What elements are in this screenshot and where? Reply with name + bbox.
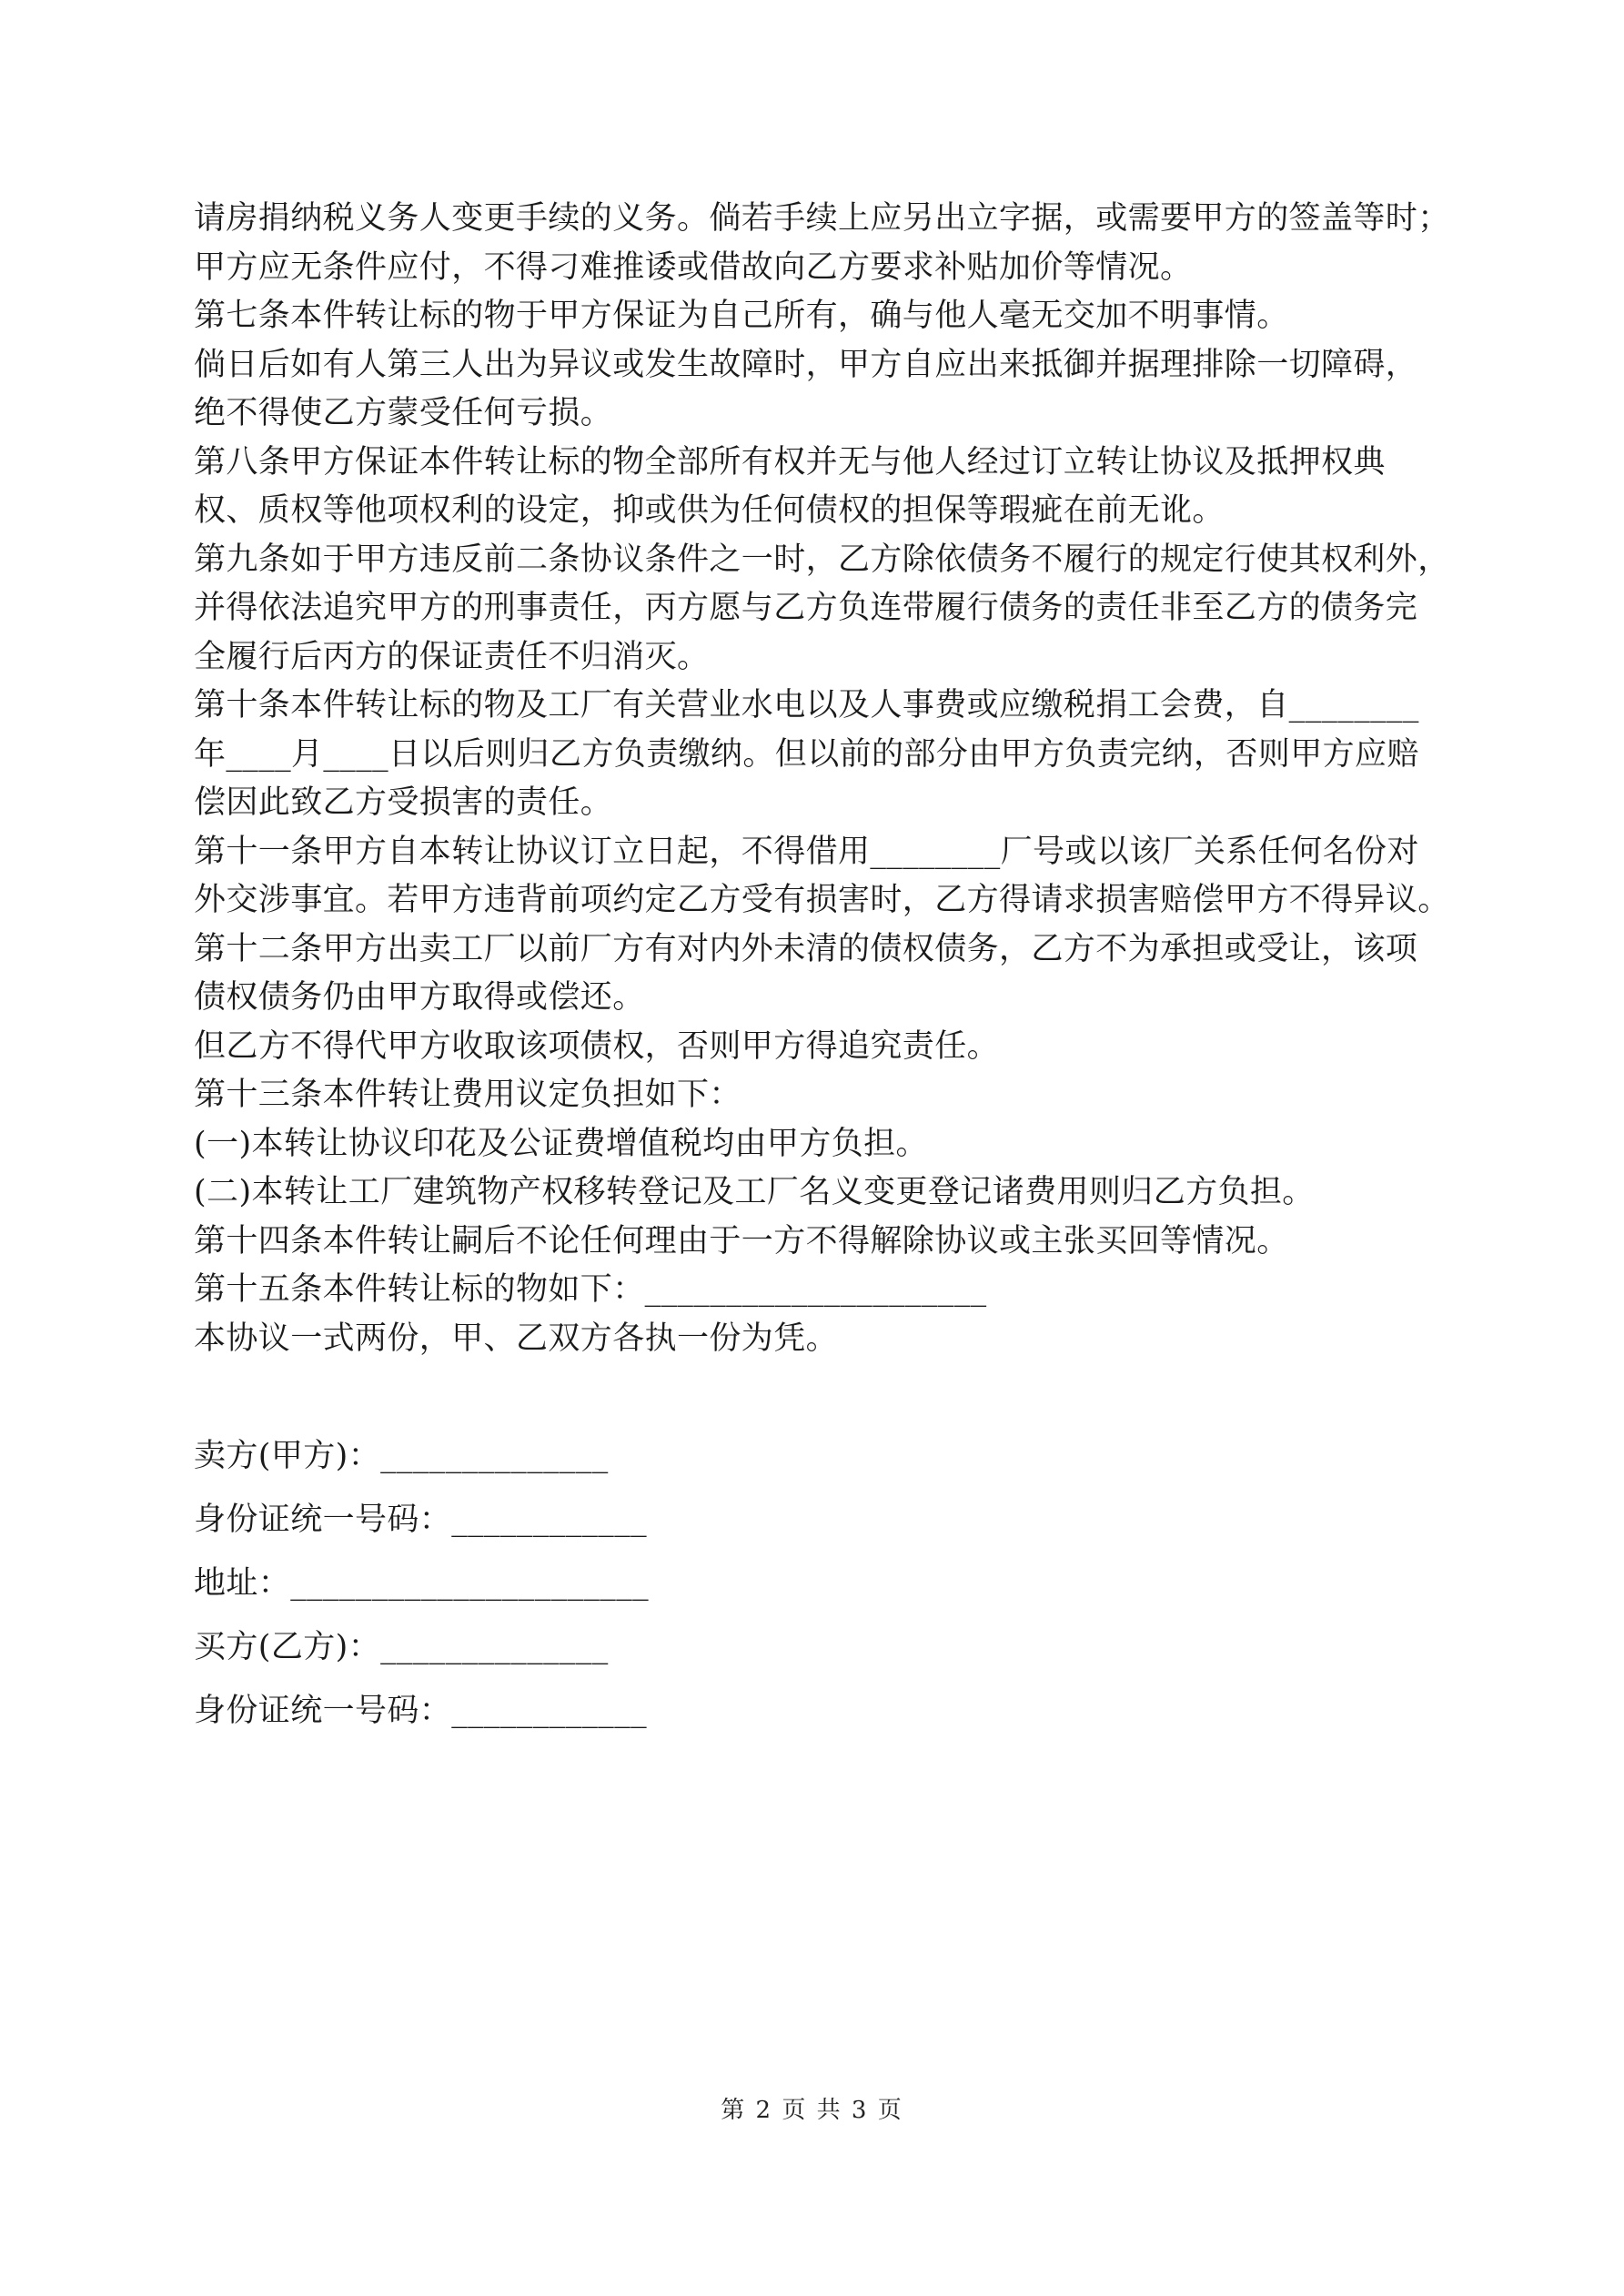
signature-line: 身份证统一号码：____________ [194, 1693, 648, 1729]
body-line: 第十五条本件转让标的物如下：_____________________ [194, 1271, 987, 1308]
document-body [194, 195, 1449, 1743]
body-line: 全履行后丙方的保证责任不归消灭。 [194, 638, 710, 675]
body-line: 本协议一式两份，甲、乙双方各执一份为凭。 [194, 1320, 839, 1357]
body-line: 第十四条本件转让嗣后不论任何理由于一方不得解除协议或主张买回等情况。 [194, 1222, 1289, 1259]
body-line: 第十一条甲方自本转让协议订立日起，不得借用________厂号或以该厂关系任何名份对 [194, 833, 1419, 870]
body-line: (一)本转让协议印花及公证费增值税均由甲方负担。 [194, 1125, 928, 1162]
signature-line: 卖方(甲方)：______________ [194, 1438, 609, 1474]
body-line: 偿因此致乙方受损害的责任。 [194, 784, 613, 821]
body-line: 第十条本件转让标的物及工厂有关营业水电以及人事费或应缴税捐工会费，自________ [194, 687, 1419, 723]
body-line: 权、质权等他项权利的设定，抑或供为任何债权的担保等瑕疵在前无讹。 [194, 492, 1225, 529]
signature-line: 地址：______________________ [194, 1565, 650, 1602]
body-line: 第七条本件转让标的物于甲方保证为自己所有，确与他人毫无交加不明事情。 [194, 298, 1289, 334]
body-line: 第九条如于甲方违反前二条协议条件之一时，乙方除依债务不履行的规定行使其权利外， [194, 541, 1450, 578]
body-line: 请房捐纳税义务人变更手续的义务。倘若手续上应另出立字据，或需要甲方的签盖等时； [194, 200, 1450, 237]
body-line: 债权债务仍由甲方取得或偿还。 [194, 979, 645, 1016]
page-footer: 第 2 页 共 3 页 [721, 2097, 903, 2124]
body-line: 倘日后如有人第三人出为异议或发生故障时，甲方自应出来抵御并据理排除一切障碍， [194, 346, 1418, 383]
body-line: 甲方应无条件应付，不得刁难推诿或借故向乙方要求补贴加价等情况。 [194, 248, 1193, 286]
body-line: 第十二条甲方出卖工厂以前厂方有对内外未清的债权债务，乙方不为承担或受让，该项 [194, 930, 1418, 967]
body-line: 但乙方不得代甲方收取该项债权，否则甲方得追究责任。 [194, 1027, 1000, 1065]
body-line: 第十三条本件转让费用议定负担如下： [194, 1077, 741, 1113]
body-line: 年____月____日以后则归乙方负责缴纳。但以前的部分由甲方负责完纳，否则甲方应赔 [194, 735, 1419, 773]
body-text [194, 195, 1449, 1363]
body-line: 第八条甲方保证本件转让标的物全部所有权并无与他人经过订立转让协议及抵押权典 [194, 443, 1386, 480]
signature-line: 身份证统一号码：____________ [194, 1502, 648, 1538]
body-line: 绝不得使乙方蒙受任何亏损。 [194, 395, 613, 431]
body-line: 外交涉事宜。若甲方违背前项约定乙方受有损害时，乙方得请求损害赔偿甲方不得异议。 [194, 882, 1450, 918]
signature-block [194, 1424, 1449, 1743]
signature-line: 买方(乙方)：______________ [194, 1629, 609, 1665]
body-line: (二)本转让工厂建筑物产权移转登记及工厂名义变更登记诸费用则归乙方负担。 [194, 1174, 1315, 1210]
body-line: 并得依法追究甲方的刑事责任，丙方愿与乙方负连带履行债务的责任非至乙方的债务完 [194, 590, 1418, 626]
